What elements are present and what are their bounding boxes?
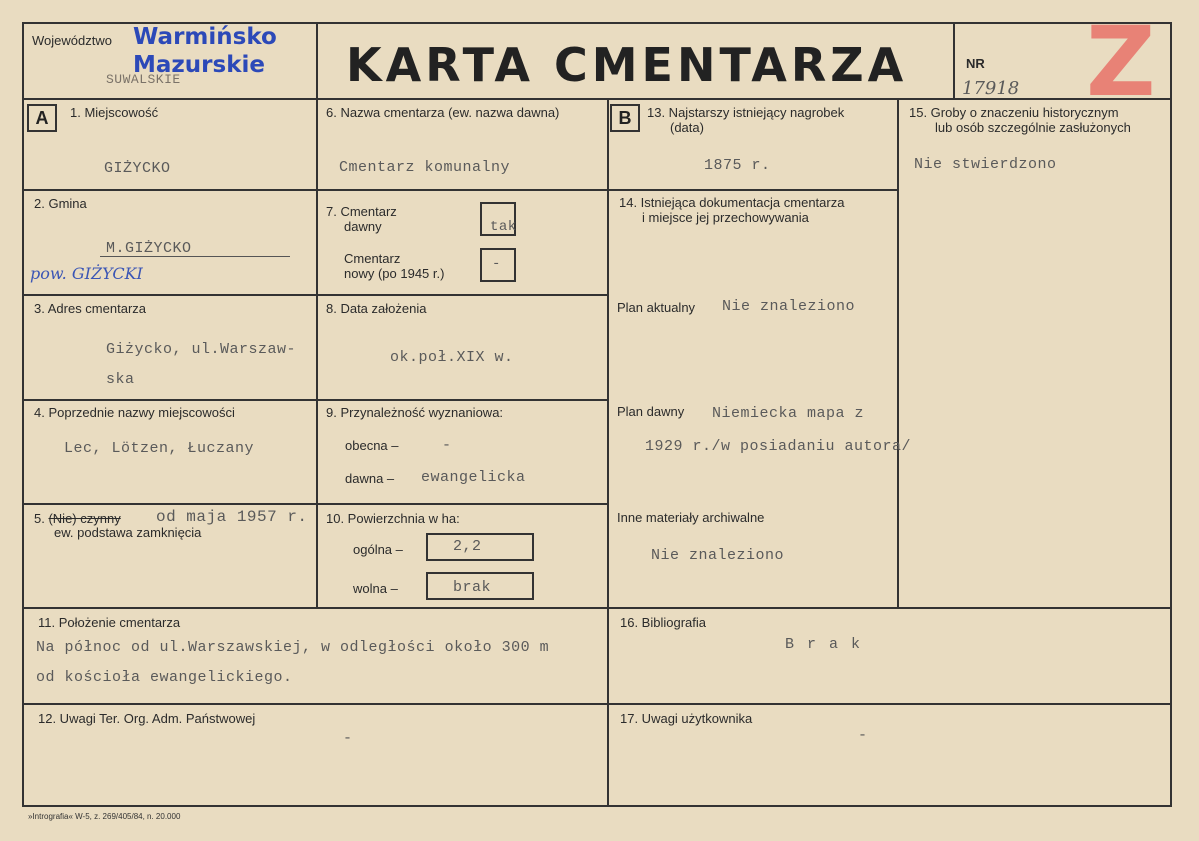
rule-a-2 xyxy=(22,294,607,296)
field-9-former-value: ewangelicka xyxy=(421,469,526,486)
field-9-current-label: obecna – xyxy=(345,438,399,453)
rule-11-bottom xyxy=(22,703,1172,705)
field-9-former-label: dawna – xyxy=(345,471,395,486)
field-14-other-label: Inne materiały archiwalne xyxy=(617,510,765,525)
field-14-plan-current-label: Plan aktualny xyxy=(617,300,696,315)
field-7-old-value: tak xyxy=(490,219,517,235)
field-17-label: 17. Uwagi użytkownika xyxy=(620,711,753,726)
field-5-struck: (Nie) czynny xyxy=(48,511,121,526)
rule-b-13 xyxy=(607,189,897,191)
field-5-label-line2: ew. podstawa zamknięcia xyxy=(54,525,202,540)
page-title: KARTA CMENTARZA xyxy=(346,38,908,92)
field-9-current-value: - xyxy=(442,437,452,454)
field-16-value: B r a k xyxy=(785,636,863,653)
field-15-value: Nie stwierdzono xyxy=(914,156,1057,173)
field-12-value: - xyxy=(343,730,353,747)
field-9-label: 9. Przynależność wyznaniowa: xyxy=(326,405,504,420)
rule-a-1 xyxy=(22,189,607,191)
print-footer: »Intrografia« W-5, z. 269/405/84, n. 20.000 xyxy=(28,812,181,821)
field-14-plan-old-value-line1: Niemiecka mapa z xyxy=(712,405,865,422)
field-13-label-line2: (data) xyxy=(670,120,704,135)
field-16-label: 16. Bibliografia xyxy=(620,615,706,630)
field-10-total-label: ogólna – xyxy=(353,542,403,557)
field-10-label: 10. Powierzchnia w ha: xyxy=(326,511,460,526)
field-7-new-value: - xyxy=(492,256,501,272)
field-15-label-line1: 15. Groby o znaczeniu historycznym xyxy=(909,105,1119,120)
field-7-label-new-2: nowy (po 1945 r.) xyxy=(344,266,445,281)
field-14-plan-old-value-line2: 1929 r./w posiadaniu autora/ xyxy=(645,438,912,455)
field-3-value-line1: Giżycko, ul.Warszaw- xyxy=(106,341,297,358)
field-1-value: GIŻYCKO xyxy=(104,160,171,177)
field-8-value: ok.poł.XIX w. xyxy=(390,349,514,366)
field-4-label: 4. Poprzednie nazwy miejscowości xyxy=(34,405,235,420)
field-6-label: 6. Nazwa cmentarza (ew. nazwa dawna) xyxy=(326,105,560,120)
field-3-value-line2: ska xyxy=(106,371,135,388)
field-14-other-value: Nie znaleziono xyxy=(651,547,785,564)
rule-main-bottom xyxy=(22,607,1172,609)
field-5-value: od maja 1957 r. xyxy=(156,508,308,526)
field-11-label: 11. Położenie cmentarza xyxy=(38,615,181,630)
corner-mark-z: Z xyxy=(1086,6,1156,118)
field-13-value: 1875 r. xyxy=(704,157,771,174)
field-11-value-line2: od kościoła ewangelickiego. xyxy=(36,669,293,686)
field-7-label-old-1: 7. Cmentarz xyxy=(326,204,397,219)
field-1-label: 1. Miejscowość xyxy=(70,105,159,120)
stamp-mazurskie: Mazurskie xyxy=(133,52,265,78)
field-2-handwritten: pow. GIŻYCKI xyxy=(30,264,143,283)
rule-v-header-right xyxy=(953,22,955,98)
suwalskie-text: SUWALSKIE xyxy=(106,72,181,87)
field-14-label-line2: i miejsce jej przechowywania xyxy=(642,210,809,225)
rule-v-3 xyxy=(897,98,899,607)
field-12-label: 12. Uwagi Ter. Org. Adm. Państwowej xyxy=(38,711,256,726)
rule-v-2 xyxy=(607,98,609,807)
wojewodztwo-label: Województwo xyxy=(32,33,112,48)
field-10-free-label: wolna – xyxy=(353,581,398,596)
rule-v-1 xyxy=(316,22,318,607)
field-5-prefix: 5. xyxy=(34,511,49,526)
rule-a-4 xyxy=(22,503,607,505)
field-17-value: - xyxy=(858,727,868,744)
section-b-box: B xyxy=(610,104,640,132)
field-4-value: Lec, Lötzen, Łuczany xyxy=(64,440,255,457)
field-14-plan-old-label: Plan dawny xyxy=(617,404,685,419)
field-11-value-line1: Na północ od ul.Warszawskiej, w odległości około 300 m xyxy=(36,639,550,656)
field-14-label-line1: 14. Istniejąca dokumentacja cmentarza xyxy=(619,195,845,210)
section-a-box: A xyxy=(27,104,57,132)
nr-value: 17918 xyxy=(962,78,1020,99)
field-8-label: 8. Data założenia xyxy=(326,301,427,316)
field-2-label: 2. Gmina xyxy=(34,196,87,211)
nr-label: NR xyxy=(966,56,985,71)
field-15-label-line2: lub osób szczególnie zasłużonych xyxy=(935,120,1131,135)
field-10-total-value: 2,2 xyxy=(453,538,482,555)
field-6-value: Cmentarz komunalny xyxy=(339,159,511,176)
field-3-label: 3. Adres cmentarza xyxy=(34,301,146,316)
field-5-label xyxy=(34,511,121,526)
stamp-warminsko: Warmińsko xyxy=(133,24,277,50)
field-7-label-old-2: dawny xyxy=(344,219,382,234)
field-13-label-line1: 13. Najstarszy istniejący nagrobek xyxy=(647,105,845,120)
field-14-plan-current-value: Nie znaleziono xyxy=(722,298,856,315)
field-2-value: M.GIŻYCKO xyxy=(106,240,192,257)
field-7-label-new-1: Cmentarz xyxy=(344,251,401,266)
rule-a-3 xyxy=(22,399,607,401)
field-10-free-value: brak xyxy=(453,579,492,596)
